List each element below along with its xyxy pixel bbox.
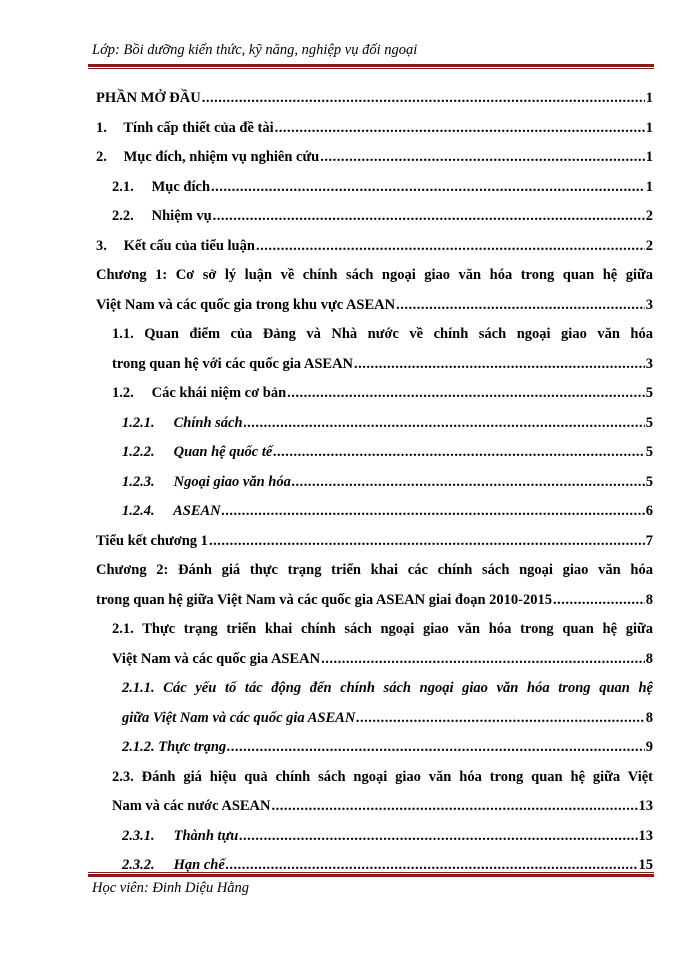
toc-title-line2: trong quan hệ giữa Việt Nam và các quốc gia ASEAN giai đoạn 2010-2015: [96, 591, 552, 608]
toc-title-line2: Việt Nam và các quốc gia trong khu vực ASEAN: [96, 296, 396, 313]
toc-entry[interactable]: [96, 114, 653, 144]
footer-rule: [88, 872, 654, 877]
toc-page: 8: [645, 709, 653, 726]
toc-page: 1: [645, 149, 653, 165]
toc-title-line1: Chương 2: Đánh giá thực trạng triển khai các chính sách ngoại giao văn hóa: [96, 562, 653, 578]
toc-entry[interactable]: [96, 409, 653, 439]
toc-page: 1: [645, 119, 653, 136]
toc-page: 8: [645, 650, 653, 667]
toc-number: 2.3.2.: [122, 857, 155, 873]
toc-entry[interactable]: [96, 173, 653, 203]
toc-title-line1: 1.1. Quan điểm của Đảng và Nhà nước về chính sách ngoại giao văn hóa: [112, 326, 653, 342]
toc-page: 2: [645, 208, 653, 224]
toc-title: Mục đích: [151, 178, 211, 195]
toc-entry[interactable]: [96, 143, 653, 173]
toc-title: ASEAN: [173, 503, 221, 519]
toc-entry[interactable]: [96, 202, 653, 232]
toc-number: 1.2.3.: [122, 473, 155, 490]
toc-entry[interactable]: [96, 674, 653, 733]
page-header: Lớp: Bồi dưỡng kiến thức, kỹ năng, nghiệp vụ đối ngoại: [92, 42, 418, 58]
toc-number: 2.1.: [112, 178, 134, 195]
toc-title: Kết cấu của tiểu luận: [123, 237, 255, 254]
toc-page: 3: [645, 296, 653, 313]
toc-title: PHẦN MỞ ĐẦU: [96, 90, 201, 106]
toc-title-line1: 2.1. Thực trạng triển khai chính sách ngoại giao văn hóa trong quan hệ giữa: [112, 621, 653, 637]
toc-number: 3.: [96, 237, 107, 254]
toc-number: 1.2.: [112, 385, 134, 401]
toc-number: 1.2.1.: [122, 414, 155, 431]
toc-entry[interactable]: [96, 261, 653, 320]
toc-title: Quan hệ quốc tế: [173, 444, 273, 460]
toc-page: 1: [645, 178, 653, 195]
toc-title: Tiểu kết chương 1: [96, 532, 208, 549]
toc-title: Ngoại giao văn hóa: [173, 473, 291, 490]
toc-number: 2.3.1.: [122, 827, 155, 844]
toc-entry[interactable]: [96, 320, 653, 379]
toc-entry[interactable]: [96, 527, 653, 557]
toc-page: 5: [645, 414, 653, 431]
toc-number: 1.2.4.: [122, 503, 155, 519]
toc-title-line2: trong quan hệ với các quốc gia ASEAN: [112, 355, 354, 372]
toc-number: 1.2.2.: [122, 444, 155, 460]
toc-page: 7: [645, 532, 653, 549]
toc-entry[interactable]: [96, 232, 653, 262]
toc-title: Hạn chế: [173, 857, 225, 873]
toc-entry[interactable]: [96, 84, 653, 114]
toc-title-line2: Nam và các nước ASEAN: [112, 798, 271, 814]
toc-page: 13: [638, 798, 653, 814]
toc-title: Chính sách: [173, 414, 243, 431]
toc-page: 13: [638, 827, 653, 844]
toc-title-line1: 2.1.1. Các yếu tố tác động đến chính sách ngoại giao văn hóa trong quan hệ: [122, 680, 653, 696]
header-rule: [88, 64, 654, 69]
toc-page: 2: [645, 237, 653, 254]
toc-title: 2.1.2. Thực trạng: [122, 739, 227, 755]
toc-title-line1: 2.3. Đánh giá hiệu quả chính sách ngoại giao văn hóa trong quan hệ giữa Việt: [112, 768, 653, 785]
table-of-contents: [96, 84, 653, 881]
toc-page: 9: [645, 739, 653, 755]
toc-entry[interactable]: [96, 615, 653, 674]
toc-page: 5: [645, 444, 653, 460]
toc-page: 5: [645, 385, 653, 401]
toc-title: Thành tựu: [173, 827, 239, 844]
toc-entry[interactable]: [96, 497, 653, 527]
toc-title-line1: Chương 1: Cơ sở lý luận về chính sách ngoại giao văn hóa trong quan hệ giữa: [96, 267, 653, 283]
toc-title: Các khái niệm cơ bản: [151, 385, 287, 401]
toc-page: 6: [645, 503, 653, 519]
page-footer: Học viên: Đinh Diệu Hằng: [92, 880, 250, 896]
toc-title-line2: giữa Việt Nam và các quốc gia ASEAN: [122, 709, 356, 726]
toc-entry[interactable]: [96, 379, 653, 409]
toc-page: 1: [645, 90, 653, 106]
toc-number: 2.2.: [112, 208, 134, 224]
toc-page: 5: [645, 473, 653, 490]
toc-number: 2.: [96, 149, 107, 165]
toc-title: Nhiệm vụ: [151, 208, 212, 224]
toc-entry[interactable]: [96, 733, 653, 763]
toc-number: 1.: [96, 119, 107, 136]
toc-page: 15: [638, 857, 653, 873]
toc-title: Mục đích, nhiệm vụ nghiên cứu: [123, 149, 320, 165]
toc-entry[interactable]: [96, 763, 653, 822]
toc-entry[interactable]: [96, 468, 653, 498]
toc-entry[interactable]: [96, 556, 653, 615]
toc-entry[interactable]: [96, 822, 653, 852]
toc-page: 8: [645, 591, 653, 608]
toc-page: 3: [645, 355, 653, 372]
toc-title: Tính cấp thiết của đề tài: [123, 119, 274, 136]
toc-entry[interactable]: [96, 438, 653, 468]
toc-title-line2: Việt Nam và các quốc gia ASEAN: [112, 650, 321, 667]
